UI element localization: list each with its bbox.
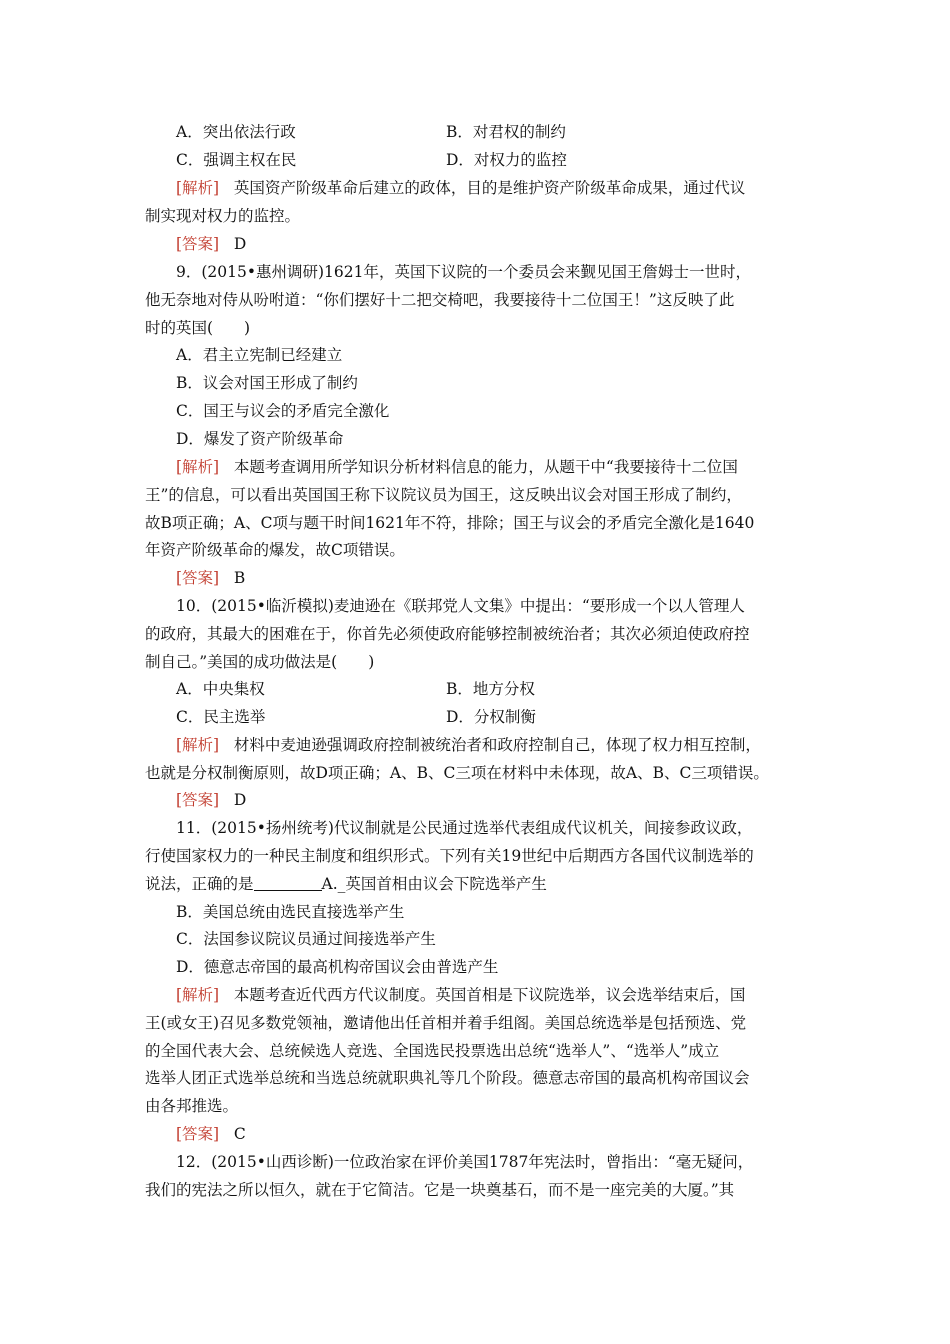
q9-answer: B [233,569,246,587]
q11-analysis-line-4: 选举人团正式选举总统和当选总统就职典礼等几个阶段。德意志帝国的最高机构帝国议会 [145,1069,750,1087]
q9-analysis-text-1: 本题考查调用所学知识分析材料信息的能力，从题干中“我要接待十二位国 [233,458,738,476]
q11-stem-line-3 [145,874,815,894]
q8-analysis-line-1 [176,178,846,198]
q10-option-d: D．分权制衡 [446,708,536,726]
q10-answer-tag: [答案] [176,791,220,809]
q11-option-a: A._英国首相由议会下院选举产生 [321,875,547,893]
q8-answer-tag: [答案] [176,235,220,253]
q9-analysis-line-4: 年资产阶级革命的爆发，故C项错误。 [145,541,405,559]
q8-options-row-2 [176,150,846,170]
q10-option-a: A．中央集权 [176,680,265,698]
q9-option-c: C．国王与议会的矛盾完全激化 [176,402,390,420]
q11-stem-line-2: 行使国家权力的一种民主制度和组织形式。下列有关19世纪中后期西方各国代议制选举的 [145,847,754,865]
q9-option-d: D．爆发了资产阶级革命 [176,430,344,448]
q11-answer-tag: [答案] [176,1125,220,1143]
q8-answer: D [233,235,247,253]
q11-answer-blank [254,875,322,891]
q10-stem-line-2: 的政府，其最大的困难在于，你首先必须使政府能够控制被统治者；其次必须迫使政府控 [145,625,750,643]
q10-analysis-line-1 [176,735,846,755]
q9-answer-tag: [答案] [176,569,220,587]
q11-analysis-line-2: 王(或女王)召见多数党领袖，邀请他出任首相并着手组阁。美国总统选举是包括预选、党 [145,1014,747,1032]
q10-analysis-line-2: 也就是分权制衡原则，故D项正确；A、B、C三项在材料中未体现，故A、B、C三项错误。 [145,764,769,782]
q10-answer: D [233,791,247,809]
q10-option-b: B．地方分权 [446,680,535,698]
q8-analysis-text-1: 英国资产阶级革命后建立的政体，目的是维护资产阶级革命成果，通过代议 [233,179,746,197]
q11-stem-line-1: 11．(2015•扬州统考)代议制就是公民通过选举代表组成代议机关，间接参政议政， [176,819,753,837]
q9-option-b: B．议会对国王形成了制约 [176,374,358,392]
q10-option-c: C．民主选举 [176,708,266,726]
q8-answer-line [176,234,846,254]
q11-analysis-text-1: 本题考查近代西方代议制度。英国首相是下议院选举，议会选举结束后，国 [233,986,746,1004]
q10-options-row-1 [176,679,846,699]
q11-analysis-tag: [解析] [176,986,220,1004]
q9-option-a: A．君主立宪制已经建立 [176,346,343,364]
q10-options-row-2 [176,707,846,727]
q9-analysis-tag: [解析] [176,458,220,476]
q9-analysis-line-3: 故B项正确；A、C项与题干时间1621年不符，排除；国王与议会的矛盾完全激化是1640 [145,514,755,532]
q9-stem-line-1: 9．(2015•惠州调研)1621年，英国下议院的一个委员会来觐见国王詹姆士一世时， [176,263,751,281]
q10-analysis-text-1: 材料中麦迪逊强调政府控制被统治者和政府控制自己，体现了权力相互控制， [233,736,761,754]
q11-stem-text: 说法，正确的是 [145,875,254,893]
q9-analysis-line-1 [176,457,846,477]
q11-analysis-line-5: 由各邦推选。 [145,1097,239,1115]
q9-analysis-line-2: 王”的信息，可以看出英国国王称下议院议员为国王，这反映出议会对国王形成了制约， [145,486,742,504]
q12-stem-line-1: 12．(2015•山西诊断)一位政治家在评价美国1787年宪法时，曾指出：“毫无疑问， [176,1153,754,1171]
q8-option-a: A．突出依法行政 [176,123,296,141]
q10-answer-line [176,790,846,810]
q11-option-b: B．美国总统由选民直接选举产生 [176,903,405,921]
q9-answer-line [176,568,846,588]
q8-option-d: D．对权力的监控 [446,151,567,169]
q11-answer: C [233,1125,246,1143]
q10-stem-line-1: 10．(2015•临沂模拟)麦迪逊在《联邦党人文集》中提出：“要形成一个以人管理人 [176,597,745,615]
q8-options-row-1 [176,122,846,142]
q8-option-c: C．强调主权在民 [176,151,297,169]
q11-option-d: D．德意志帝国的最高机构帝国议会由普选产生 [176,958,499,976]
q11-option-c: C．法国参议院议员通过间接选举产生 [176,930,436,948]
q9-stem-line-3: 时的英国( ) [145,319,251,337]
q8-option-b: B．对君权的制约 [446,123,566,141]
q12-stem-line-2: 我们的宪法之所以恒久，就在于它简洁。它是一块奠基石，而不是一座完美的大厦。”其 [145,1181,735,1199]
q10-stem-line-3: 制自己。”美国的成功做法是( ) [145,653,375,671]
q9-stem-line-2: 他无奈地对侍从吩咐道：“你们摆好十二把交椅吧，我要接待十二位国王！”这反映了此 [145,291,735,309]
q11-analysis-line-3: 的全国代表大会、总统候选人竞选、全国选民投票选出总统“选举人”、“选举人”成立 [145,1042,720,1060]
q10-analysis-tag: [解析] [176,736,220,754]
q8-analysis-line-2: 制实现对权力的监控。 [145,207,301,225]
q8-analysis-tag: [解析] [176,179,220,197]
q11-answer-line [176,1124,846,1144]
q11-analysis-line-1 [176,985,846,1005]
